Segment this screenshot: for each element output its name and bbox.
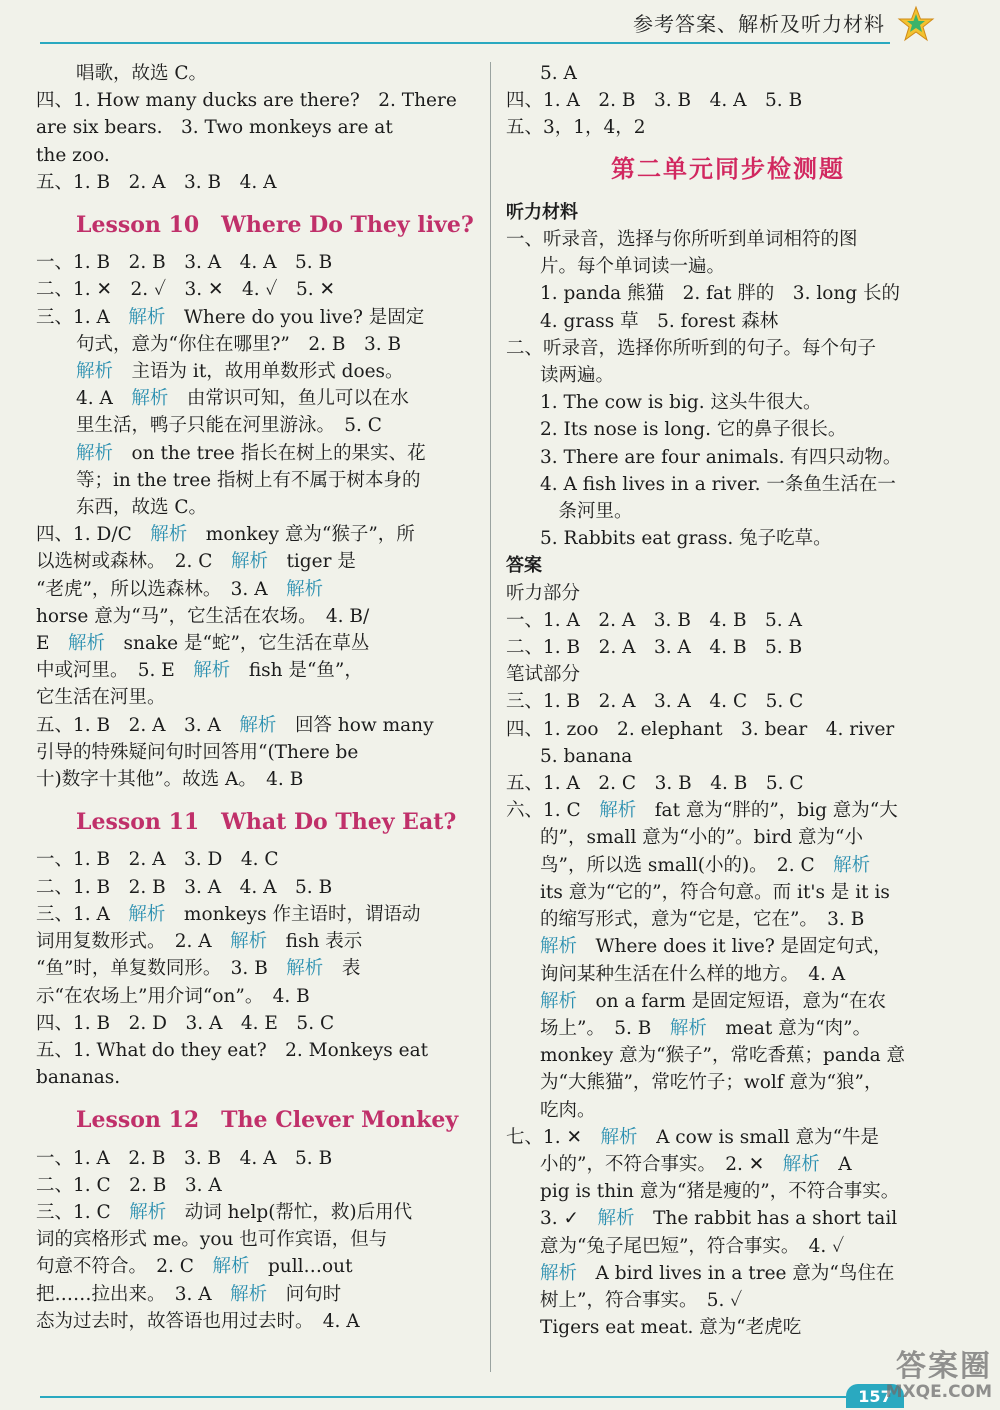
text-segment: 听力部分 bbox=[506, 582, 581, 604]
text-line bbox=[506, 498, 950, 525]
text-line bbox=[36, 739, 480, 766]
text-line bbox=[36, 385, 480, 412]
text-segment: 小的”，不符合事实。 2. ✕ bbox=[540, 1153, 783, 1175]
text-line bbox=[36, 1281, 480, 1308]
text-segment: 表 bbox=[323, 958, 361, 980]
text-line bbox=[36, 603, 480, 630]
text-line bbox=[506, 743, 950, 770]
text-segment: fat 意为“胖的”，big 意为“大 bbox=[636, 800, 898, 822]
section-heading: 听力材料 bbox=[506, 201, 578, 223]
text-segment: 场上”。 5. B bbox=[540, 1017, 670, 1039]
analysis-label: 解析 bbox=[286, 578, 324, 600]
text-segment: 四、1. A 2. B 3. B 4. A 5. B bbox=[506, 90, 803, 112]
text-segment: 五、1. A 2. C 3. B 4. B 5. C bbox=[506, 773, 804, 795]
analysis-label: 解析 bbox=[131, 388, 169, 410]
text-line bbox=[506, 1314, 950, 1341]
analysis-label: 解析 bbox=[76, 442, 114, 464]
lesson-heading: Lesson 10 Where Do They live? bbox=[76, 212, 474, 239]
text-line bbox=[36, 276, 480, 303]
text-segment: 意为“兔子尾巴短”，符合事实。 4. ✓ bbox=[540, 1235, 845, 1257]
text-line bbox=[36, 1172, 480, 1199]
text-line bbox=[506, 1015, 950, 1042]
text-line bbox=[36, 576, 480, 603]
analysis-label: 解析 bbox=[230, 1283, 268, 1305]
text-line bbox=[506, 852, 950, 879]
analysis-label: 解析 bbox=[150, 524, 188, 546]
text-line bbox=[36, 358, 480, 385]
text-segment: 里生活，鸭子只能在河里游泳。 5. C bbox=[76, 415, 382, 437]
text-segment: bananas. bbox=[36, 1067, 121, 1089]
text-segment: 由常识可知，鱼儿可以在水 bbox=[168, 388, 409, 410]
page-header bbox=[0, 0, 1000, 48]
text-line bbox=[36, 304, 480, 331]
text-line bbox=[506, 988, 950, 1015]
text-segment: E bbox=[36, 633, 69, 655]
text-segment: 五、3，1，4，2 bbox=[506, 117, 646, 139]
text-segment: 一、听录音，选择与你所听到单词相符的图 bbox=[506, 229, 858, 251]
text-segment: 5. Rabbits eat grass. 兔子吃草。 bbox=[540, 528, 832, 550]
text-segment: snake 是“蛇”，它生活在草丛 bbox=[105, 633, 370, 655]
text-segment: 树上”，符合事实。 5. ✓ bbox=[540, 1289, 743, 1311]
analysis-label: 解析 bbox=[597, 1208, 635, 1230]
analysis-label: 解析 bbox=[212, 1256, 250, 1278]
text-line bbox=[506, 1069, 950, 1096]
analysis-label: 解析 bbox=[76, 361, 114, 383]
text-line bbox=[506, 416, 950, 443]
text-line bbox=[506, 580, 950, 607]
lesson-heading: Lesson 11 What Do They Eat? bbox=[76, 809, 457, 836]
text-line bbox=[506, 552, 950, 579]
text-line bbox=[506, 634, 950, 661]
text-line bbox=[36, 1199, 480, 1226]
analysis-label: 解析 bbox=[128, 306, 166, 328]
text-segment: on the tree 指长在树上的果实、花 bbox=[113, 442, 426, 464]
text-segment: 等；in the tree 指树上有不属于树本身的 bbox=[76, 469, 421, 491]
text-segment: 4. A bbox=[76, 388, 132, 410]
text-segment: 示“在农场上”用介词“on”。 4. B bbox=[36, 985, 310, 1007]
text-line bbox=[506, 961, 950, 988]
text-segment: pig is thin 意为“猪是瘦的”，不符合事实。 bbox=[540, 1181, 900, 1203]
text-segment: meat 意为“肉”。 bbox=[706, 1017, 872, 1039]
text-segment: 句意不符合。 2. C bbox=[36, 1256, 213, 1278]
text-line bbox=[506, 1042, 950, 1069]
text-line bbox=[36, 87, 480, 114]
analysis-label: 解析 bbox=[129, 1201, 167, 1223]
text-line bbox=[36, 114, 480, 141]
text-segment: 4. grass 草 5. forest 森林 bbox=[540, 310, 779, 332]
text-line bbox=[36, 1308, 480, 1335]
text-line bbox=[506, 308, 950, 335]
text-segment: Where does it live? 是固定句式， bbox=[577, 936, 892, 958]
text-segment: 1. The cow is big. 这头牛很大。 bbox=[540, 392, 822, 414]
text-segment: monkey 意为“猴子”，所 bbox=[187, 524, 415, 546]
analysis-label: 解析 bbox=[540, 1262, 578, 1284]
text-segment: on a farm 是固定短语，意为“在农 bbox=[577, 990, 886, 1012]
text-segment: 引导的特殊疑问句时回答用“(There be bbox=[36, 741, 359, 763]
text-segment: A bbox=[819, 1153, 852, 1175]
text-segment: 三、1. A bbox=[36, 903, 129, 925]
header-title: 参考答案、解析及听力材料 bbox=[633, 12, 885, 36]
text-segment: 一、1. B 2. B 3. A 4. A 5. B bbox=[36, 252, 333, 274]
text-line bbox=[506, 389, 950, 416]
right-column bbox=[506, 60, 950, 1341]
text-segment: 为“大熊猫”，常吃竹子；wolf 意为“狼”， bbox=[540, 1072, 883, 1094]
text-segment: the zoo. bbox=[36, 144, 110, 166]
text-line bbox=[36, 846, 480, 873]
text-segment: 三、1. A bbox=[36, 306, 129, 328]
text-segment: 七、1. ✕ bbox=[506, 1126, 601, 1148]
text-line bbox=[506, 525, 950, 552]
text-line bbox=[506, 335, 950, 362]
text-line bbox=[506, 253, 950, 280]
text-segment: 中或河里。 5. E bbox=[36, 660, 194, 682]
text-segment: 一、1. A 2. A 3. B 4. B 5. A bbox=[506, 609, 802, 631]
text-line bbox=[36, 928, 480, 955]
text-line bbox=[36, 657, 480, 684]
text-line bbox=[36, 548, 480, 575]
analysis-label: 解析 bbox=[782, 1153, 820, 1175]
text-line bbox=[36, 1010, 480, 1037]
text-segment: 询问某种生活在什么样的地方。 4. A bbox=[540, 963, 846, 985]
text-segment: 五、1. B 2. A 3. A bbox=[36, 714, 240, 736]
unit-title: 第二单元同步检测题 bbox=[611, 154, 845, 183]
text-line bbox=[36, 983, 480, 1010]
text-segment: 条河里。 bbox=[540, 501, 633, 523]
text-line bbox=[506, 114, 950, 141]
text-segment: 1. panda 熊猫 2. fat 胖的 3. long 长的 bbox=[540, 283, 901, 305]
text-segment: 四、1. B 2. D 3. A 4. E 5. C bbox=[36, 1012, 335, 1034]
text-line bbox=[506, 797, 950, 824]
text-segment: Where do you live? 是固定 bbox=[165, 306, 425, 328]
analysis-label: 解析 bbox=[286, 958, 324, 980]
analysis-label: 解析 bbox=[669, 1017, 707, 1039]
text-line bbox=[506, 824, 950, 851]
text-segment: horse 意为“马”，它生活在农场。 4. B/ bbox=[36, 605, 370, 627]
text-segment: “鱼”时，单复数同形。 3. B bbox=[36, 958, 287, 980]
text-segment: 5. banana bbox=[540, 745, 633, 767]
text-segment: A bird lives in a tree 意为“鸟住在 bbox=[577, 1262, 895, 1284]
text-segment: 吃肉。 bbox=[540, 1099, 596, 1121]
text-segment: 二、1. C 2. B 3. A bbox=[36, 1174, 222, 1196]
analysis-label: 解析 bbox=[68, 633, 106, 655]
text-line bbox=[506, 1151, 950, 1178]
text-line bbox=[506, 1205, 950, 1232]
text-line bbox=[506, 1287, 950, 1314]
analysis-label: 解析 bbox=[193, 660, 231, 682]
text-segment: 动词 help(帮忙，救)后用代 bbox=[166, 1201, 413, 1223]
text-segment: 词的宾格形式 me。you 也可作宾语，但与 bbox=[36, 1229, 388, 1251]
text-line bbox=[36, 494, 480, 521]
text-line bbox=[36, 142, 480, 169]
footer-rule bbox=[40, 1396, 890, 1398]
analysis-label: 解析 bbox=[599, 800, 637, 822]
text-line bbox=[36, 874, 480, 901]
text-line bbox=[506, 607, 950, 634]
text-segment: 二、听录音，选择你所听到的句子。每个句子 bbox=[506, 337, 877, 359]
text-line bbox=[506, 1178, 950, 1205]
text-line bbox=[506, 471, 950, 498]
text-segment: 二、1. B 2. B 3. A 4. A 5. B bbox=[36, 876, 333, 898]
text-line bbox=[36, 440, 480, 467]
header-rule bbox=[40, 42, 890, 44]
analysis-label: 解析 bbox=[833, 854, 871, 876]
text-segment: The rabbit has a short tail bbox=[634, 1208, 898, 1230]
text-segment: its 意为“它的”，符合句意。而 it's 是 it is bbox=[540, 881, 890, 903]
text-line bbox=[506, 879, 950, 906]
text-segment: 片。每个单词读一遍。 bbox=[540, 256, 726, 278]
text-line bbox=[506, 60, 950, 87]
text-segment: 二、1. ✕ 2. ✓ 3. ✕ 4. ✓ 5. ✕ bbox=[36, 279, 336, 301]
text-segment: monkey 意为“猴子”，常吃香蕉；panda 意 bbox=[540, 1045, 906, 1067]
watermark-logo bbox=[822, 1349, 992, 1404]
text-line bbox=[506, 87, 950, 114]
analysis-label: 解析 bbox=[230, 931, 268, 953]
text-segment: 的”，small 意为“小的”。bird 意为“小 bbox=[540, 827, 863, 849]
text-line bbox=[36, 1037, 480, 1064]
text-segment: 四、1. zoo 2. elephant 3. bear 4. river bbox=[506, 718, 895, 740]
text-segment: 三、1. C bbox=[36, 1201, 130, 1223]
text-segment: 主语为 it，故用单数形式 does。 bbox=[113, 361, 404, 383]
text-segment: 5. A bbox=[540, 63, 577, 84]
text-segment: 二、1. B 2. A 3. A 4. B 5. B bbox=[506, 637, 803, 659]
text-segment: “老虎”，所以选森林。 3. A bbox=[36, 578, 287, 600]
text-line bbox=[506, 688, 950, 715]
text-line bbox=[506, 1124, 950, 1151]
text-line bbox=[36, 1145, 480, 1172]
text-segment: 态为过去时，故答语也用过去时。 4. A bbox=[36, 1310, 360, 1332]
text-line bbox=[506, 1097, 950, 1124]
text-segment: fish 是“鱼”， bbox=[230, 660, 363, 682]
text-line bbox=[506, 362, 950, 389]
text-segment: 以选树或森林。 2. C bbox=[36, 551, 231, 573]
page-number: 157 bbox=[846, 1384, 904, 1408]
analysis-label: 解析 bbox=[540, 936, 578, 958]
text-line bbox=[36, 684, 480, 711]
text-segment: A cow is small 意为“牛是 bbox=[637, 1126, 880, 1148]
text-line bbox=[36, 331, 480, 358]
text-line bbox=[36, 412, 480, 439]
text-line bbox=[506, 226, 950, 253]
text-segment: 四、1. D/C bbox=[36, 524, 151, 546]
text-line bbox=[36, 1064, 480, 1091]
text-segment: 读两遍。 bbox=[540, 365, 615, 387]
text-segment: pull…out bbox=[249, 1256, 353, 1278]
text-segment: 一、1. A 2. B 3. B 4. A 5. B bbox=[36, 1147, 333, 1169]
star-icon bbox=[896, 4, 936, 44]
text-segment: 十)数字十其他”。故选 A。 4. B bbox=[36, 769, 304, 791]
text-line bbox=[506, 199, 950, 226]
text-segment: 一、1. B 2. A 3. D 4. C bbox=[36, 849, 279, 871]
text-line bbox=[36, 1226, 480, 1253]
text-line bbox=[36, 467, 480, 494]
text-line bbox=[36, 630, 480, 657]
text-line bbox=[506, 906, 950, 933]
analysis-label: 解析 bbox=[230, 551, 268, 573]
analysis-label: 解析 bbox=[600, 1126, 638, 1148]
text-segment: 句式，意为“你住在哪里?” 2. B 3. B bbox=[76, 333, 402, 355]
text-line bbox=[36, 60, 480, 87]
text-segment: 它生活在河里。 bbox=[36, 687, 166, 709]
column-divider bbox=[490, 62, 491, 1372]
text-segment: 4. A fish lives in a river. 一条鱼生活在一 bbox=[540, 473, 896, 495]
text-line bbox=[506, 716, 950, 743]
text-line bbox=[36, 955, 480, 982]
text-segment: fish 表示 bbox=[267, 931, 363, 953]
text-segment: 五、1. What do they eat? 2. Monkeys eat bbox=[36, 1039, 429, 1061]
text-line bbox=[506, 661, 950, 688]
text-line bbox=[36, 521, 480, 548]
text-segment: tiger 是 bbox=[267, 551, 356, 573]
text-segment: 五、1. B 2. A 3. B 4. A bbox=[36, 171, 277, 193]
section-heading: 答案 bbox=[506, 555, 542, 577]
text-segment: 鸟”，所以选 small(小的)。 2. C bbox=[540, 854, 834, 876]
watermark-site: MXQE.COM bbox=[885, 1382, 992, 1402]
text-segment: 四、1. How many ducks are there? 2. There bbox=[36, 90, 457, 112]
analysis-label: 解析 bbox=[128, 903, 166, 925]
text-segment: 把……拉出来。 3. A bbox=[36, 1283, 231, 1305]
text-line bbox=[506, 770, 950, 797]
text-segment: are six bears. 3. Two monkeys are at bbox=[36, 117, 393, 139]
text-line bbox=[506, 280, 950, 307]
left-column bbox=[36, 60, 480, 1335]
text-segment: 六、1. C bbox=[506, 800, 600, 822]
text-segment: 三、1. B 2. A 3. A 4. C 5. C bbox=[506, 691, 804, 713]
text-segment: 3. ✓ bbox=[540, 1208, 598, 1230]
text-segment: 3. There are four animals. 有四只动物。 bbox=[540, 446, 902, 468]
analysis-label: 解析 bbox=[239, 714, 277, 736]
text-line bbox=[36, 169, 480, 196]
text-segment: Tigers eat meat. 意为“老虎吃 bbox=[540, 1317, 802, 1339]
lesson-heading: Lesson 12 The Clever Monkey bbox=[76, 1107, 459, 1134]
text-line bbox=[506, 933, 950, 960]
text-segment: 回答 how many bbox=[276, 714, 434, 736]
text-line bbox=[506, 1233, 950, 1260]
analysis-label: 解析 bbox=[540, 990, 578, 1012]
text-line bbox=[36, 1253, 480, 1280]
text-line bbox=[506, 1260, 950, 1287]
text-segment: 的缩写形式，意为“它是，它在”。 3. B bbox=[540, 909, 865, 931]
text-segment: 唱歌，故选 C。 bbox=[76, 63, 208, 84]
text-segment: monkeys 作主语时，谓语动 bbox=[165, 903, 421, 925]
text-line bbox=[36, 766, 480, 793]
text-segment: 问句时 bbox=[267, 1283, 342, 1305]
text-line bbox=[506, 444, 950, 471]
text-line bbox=[36, 712, 480, 739]
text-segment: 笔试部分 bbox=[506, 664, 581, 686]
text-line bbox=[36, 901, 480, 928]
text-segment: 2. Its nose is long. 它的鼻子很长。 bbox=[540, 419, 847, 441]
text-segment: 东西，故选 C。 bbox=[76, 497, 208, 519]
text-segment: 词用复数形式。 2. A bbox=[36, 931, 231, 953]
watermark-brand: 答案圈 bbox=[896, 1349, 992, 1384]
text-line bbox=[36, 249, 480, 276]
